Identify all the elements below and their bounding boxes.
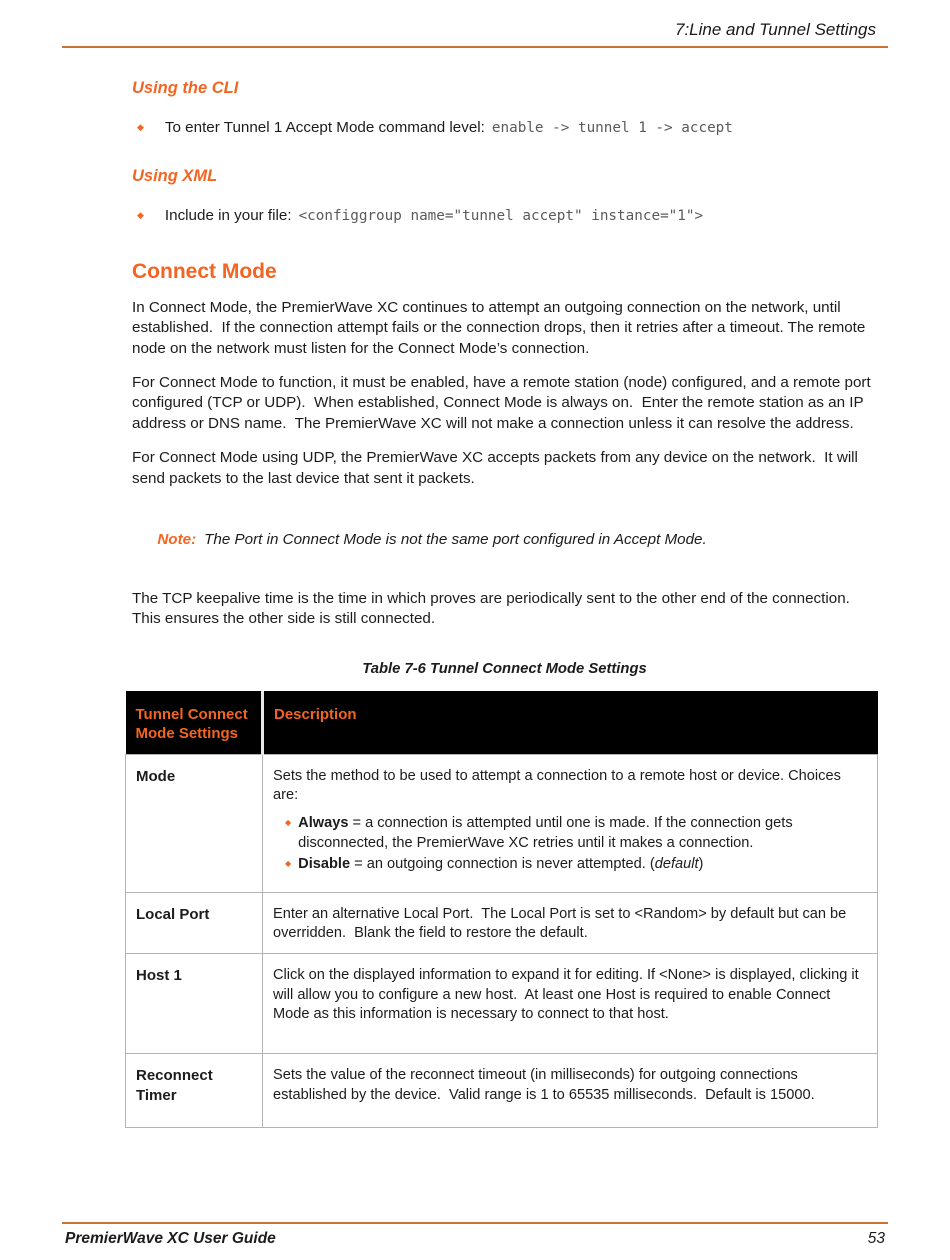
setting-name-mode: Mode (126, 754, 263, 892)
mode-choice-always-rest: = a connection is attempted until one is made. If the connection gets disconnected, the PremierWave XC retries until it makes a connection. (298, 815, 797, 851)
chapter-header (62, 0, 888, 48)
xml-bullet-text (165, 207, 703, 224)
note-text: The Port in Connect Mode is not the same port configured in Accept Mode. (204, 530, 707, 548)
cli-bullet-label: To enter Tunnel 1 Accept Mode command level: (164, 119, 485, 136)
cli-bullet-text (165, 119, 733, 136)
xml-bullet-label: Include in your file: (164, 207, 292, 224)
connect-mode-paragraph-3: For Connect Mode using UDP, the PremierWave XC accepts packets from any device on the network. It will send packets to the last device that sent it packets. (132, 449, 863, 487)
table-row (126, 1054, 878, 1128)
diamond-bullet-icon: ◆ (137, 122, 144, 132)
table-row (126, 954, 878, 1054)
footer-page-number: 53 (867, 1230, 885, 1247)
mode-choice-always (273, 814, 865, 853)
mode-choice-disable-default: default (654, 856, 699, 873)
setting-name-reconnect-timer: Reconnect Timer (126, 1054, 263, 1128)
page-content (132, 79, 877, 677)
mode-choice-disable-text (298, 855, 703, 874)
table-row (126, 892, 878, 954)
xml-snippet-code: <configgroup name="tunnel accept" instance="1"> (298, 208, 704, 224)
setting-description-reconnect-timer: Sets the value of the reconnect timeout (in milliseconds) for outgoing connections established by the device. Valid range is 1 to 65535 milliseconds. Default is 15000. (263, 1054, 878, 1128)
cli-command-code: enable -> tunnel 1 -> accept (491, 120, 733, 136)
mode-choice-disable-term: Disable (298, 856, 351, 873)
chapter-title: 7:Line and Tunnel Settings (675, 20, 876, 39)
cli-bullet-item (132, 119, 877, 136)
connect-mode-paragraph-2: For Connect Mode to function, it must be enabled, have a remote station (node) configured, and a remote port configured (TCP or UDP). When established, Connect Mode is always on. Enter the remote station as an IP address or DNS name. The PremierWave XC will not make a connection unless it can resolve the address. (132, 374, 875, 432)
settings-table-wrap (125, 691, 950, 1129)
setting-name-local-port: Local Port (126, 892, 263, 954)
setting-description-mode (263, 754, 878, 892)
page-footer (62, 1222, 888, 1248)
setting-description-local-port: Enter an alternative Local Port. The Local Port is set to <Random> by default but can be overridden. Blank the field to restore the default. (263, 892, 878, 954)
footer-document-title: PremierWave XC User Guide (65, 1230, 276, 1247)
heading-connect-mode: Connect Mode (132, 260, 277, 283)
tunnel-connect-mode-settings-table (125, 691, 878, 1129)
diamond-bullet-icon: ◆ (137, 210, 144, 220)
table-header-row (126, 691, 878, 755)
mode-choice-disable (273, 855, 865, 874)
heading-using-xml: Using XML (132, 167, 218, 185)
connect-mode-paragraph-4: The TCP keepalive time is the time in which proves are periodically sent to the other end of the connection. This ensures the other side is still connected. (132, 589, 859, 628)
note-callout (132, 514, 877, 565)
setting-description-host-1: Click on the displayed information to expand it for editing. If <None> is displayed, clicking it will allow you to configure a new host. At least one Host is required to enable Connect Mode as this information is necessary to connect to that host. (263, 954, 878, 1054)
table-caption: Table 7-6 Tunnel Connect Mode Settings (362, 660, 647, 677)
heading-using-the-cli: Using the CLI (132, 79, 239, 97)
column-header-description: Description (263, 691, 878, 755)
mode-choice-list (273, 814, 865, 874)
mode-choice-disable-rest: = an outgoing connection is never attempted. ( (350, 856, 655, 873)
mode-description-intro: Sets the method to be used to attempt a connection to a remote host or device. Choices are: (273, 767, 845, 803)
mode-choice-always-term: Always (298, 815, 349, 832)
mode-choice-disable-after: ) (698, 856, 704, 873)
diamond-bullet-icon: ◆ (285, 818, 292, 828)
connect-mode-paragraph-1: In Connect Mode, the PremierWave XC continues to attempt an outgoing connection on the network, until established. If the connection attempt fails or the connection drops, then it retries after a timeout. The remote node on the network must listen for the Connect Mode’s connection. (132, 299, 870, 357)
diamond-bullet-icon: ◆ (285, 859, 292, 869)
setting-name-host-1: Host 1 (126, 954, 263, 1054)
mode-choice-always-text (298, 814, 865, 853)
table-row (126, 754, 878, 892)
xml-bullet-item (132, 207, 877, 224)
note-label: Note: (157, 530, 197, 548)
column-header-settings: Tunnel Connect Mode Settings (126, 691, 263, 755)
